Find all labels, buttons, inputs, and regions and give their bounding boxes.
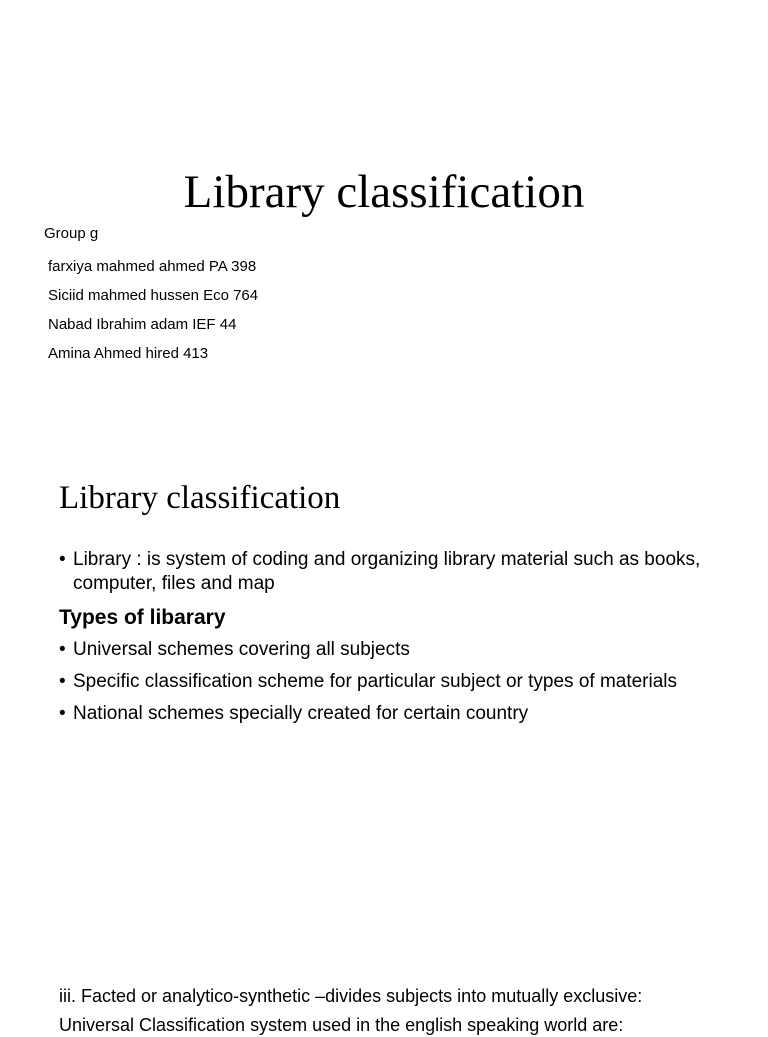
bullet-item	[59, 670, 719, 694]
bullet-icon: •	[59, 549, 66, 570]
slide-title-heading: Library classification	[183, 166, 585, 218]
member-item: farxiya mahmed ahmed PA 398	[48, 258, 257, 275]
group-label: Group g	[44, 225, 99, 242]
slide-content	[0, 432, 768, 864]
slide-partial	[0, 864, 768, 1035]
slide-content-body	[59, 548, 719, 734]
bullet-item	[59, 548, 719, 596]
member-item: Nabad Ibrahim adam IEF 44	[48, 316, 237, 333]
slide-title	[0, 0, 768, 432]
section-subheading: Types of libarary	[59, 606, 226, 629]
slide-content-heading: Library classification	[59, 480, 341, 516]
bullet-text: Library : is system of coding and organizing library material such as books, computer, files and map	[73, 549, 701, 594]
bullet-text: Universal schemes covering all subjects	[73, 639, 410, 660]
member-item: Amina Ahmed hired 413	[48, 345, 209, 362]
slide-text-line: iii. Facted or analytico-synthetic –divides subjects into mutually exclusive:	[59, 986, 643, 1006]
member-item: Siciid mahmed hussen Eco 764	[48, 287, 259, 304]
bullet-text: National schemes specially created for certain country	[73, 703, 529, 724]
bullet-item	[59, 638, 719, 662]
bullet-item	[59, 702, 719, 726]
bullet-icon: •	[59, 703, 66, 724]
slide-text-line: Universal Classification system used in the english speaking world are:	[59, 1015, 624, 1035]
bullet-icon: •	[59, 671, 66, 692]
bullet-icon: •	[59, 639, 66, 660]
bullet-text: Specific classification scheme for particular subject or types of materials	[73, 671, 678, 692]
member-list	[48, 252, 258, 368]
